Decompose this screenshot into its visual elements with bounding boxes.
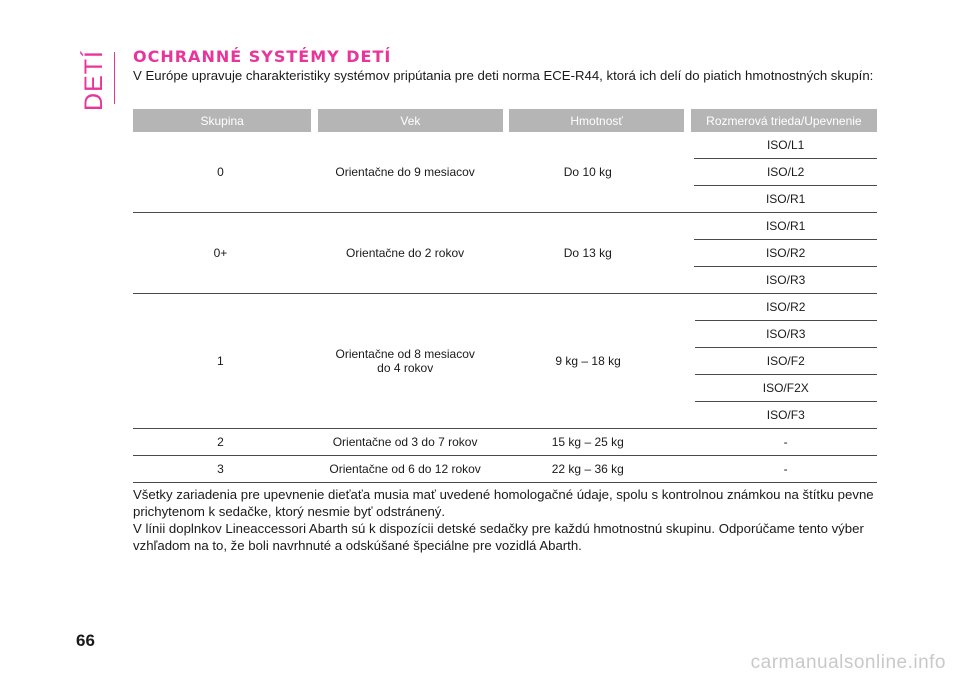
group-cell: 3 [217,462,224,476]
weight-cell: 22 kg – 36 kg [551,462,624,476]
header-age: Vek [318,109,502,132]
age-cell: Orientačne od 6 do 12 rokov [329,462,481,476]
class-cell: ISO/L1 [694,132,877,159]
table-row [133,213,877,294]
age-cell: Orientačne do 2 rokov [346,246,465,260]
class-cell: ISO/R3 [695,321,877,348]
weight-cell: 9 kg – 18 kg [555,354,621,368]
table-row [133,429,877,456]
weight-cell: Do 13 kg [563,246,612,260]
weight-cell: Do 10 kg [563,165,612,179]
group-cell: 1 [217,354,224,368]
class-cell: ISO/F2 [695,348,877,375]
weight-cell: 15 kg – 25 kg [551,435,624,449]
child-seat-table [133,109,877,483]
group-cell: 0+ [213,246,228,260]
age-cell: Orientačne do 9 mesiacov [335,165,475,179]
homologation-note: Všetky zariadenia pre upevnenie dieťaťa musia mať uvedené homologačné údaje, spolu s kontrolnou známkou na štítku pevne prichytenom k sedačke, ktorý nesmie byť odstránený. [133,487,874,519]
table-row [133,456,877,483]
section-title: OCHRANNÉ SYSTÉMY DETÍ [133,47,392,66]
class-cell: - [783,435,788,449]
class-cell: - [783,462,788,476]
class-cell: ISO/R3 [765,273,806,287]
side-section-tab: DETÍ [80,50,108,111]
class-cell: ISO/R1 [765,192,806,206]
class-cell: ISO/L2 [694,159,877,186]
footer-notes [133,486,883,554]
header-class: Rozmerová trieda/Upevnenie [691,109,877,132]
table-row [133,294,877,429]
accessories-note: V línii doplnkov Lineaccessori Abarth sú k dispozícii detské sedačky pre každú hmotnostnú skupinu. Odporúčame tento výber vzhľadom na to, že boli navrhnuté a odskúšané špeciálne pre vozidlá Abarth. [133,521,864,553]
intro-text: V Európe upravuje charakteristiky systémov pripútania pre deti norma ECE-R44, ktorá ich delí do piatich hmotnostných skupín: [133,68,874,83]
group-cell: 0 [217,165,224,179]
header-weight: Hmotnosť [509,109,683,132]
class-cell: ISO/F2X [695,375,877,402]
table-row [133,132,877,213]
class-cell: ISO/R2 [694,240,877,267]
watermark: carmanualsonline.info [750,652,946,673]
page-number: 66 [76,631,95,650]
table-header [133,109,877,132]
age-cell: Orientačne od 8 mesiacov do 4 rokov [335,347,475,375]
class-cell: ISO/F3 [766,408,805,422]
group-cell: 2 [217,435,224,449]
side-tab-rule [114,52,115,104]
age-cell: Orientačne od 3 do 7 rokov [332,435,478,449]
class-cell: ISO/R1 [694,213,877,240]
class-cell: ISO/R2 [695,294,877,321]
header-group: Skupina [133,109,311,132]
